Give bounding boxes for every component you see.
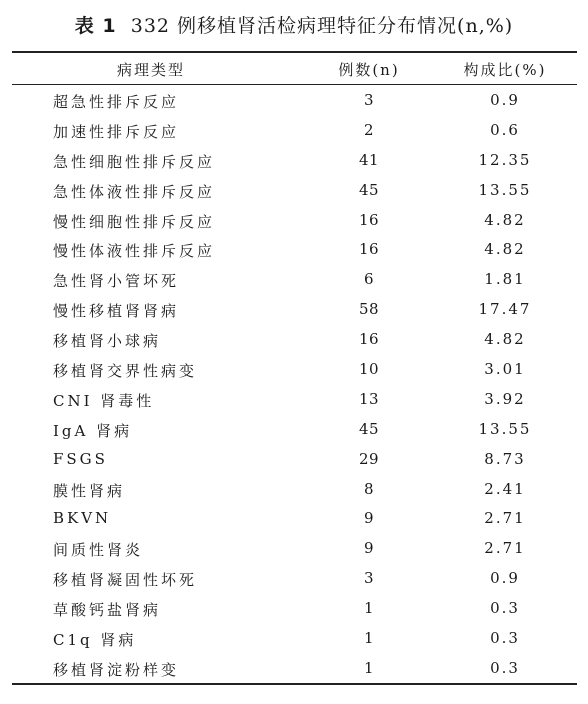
cell-percent: 13.55 xyxy=(478,180,532,199)
cell-pathology-type: BKVN xyxy=(53,509,112,528)
table-row xyxy=(12,445,577,475)
header-rule xyxy=(12,84,577,85)
cell-pathology-type: 移植肾小球病 xyxy=(53,332,162,351)
cell-percent: 13.55 xyxy=(478,419,532,438)
cell-pathology-type: 移植肾淀粉样变 xyxy=(53,660,180,679)
cell-count: 10 xyxy=(358,360,380,379)
cell-percent: 0.6 xyxy=(490,120,520,139)
cell-count: 2 xyxy=(363,120,375,139)
cell-count: 9 xyxy=(363,539,375,558)
cell-percent: 0.9 xyxy=(490,91,520,109)
cell-percent: 4.82 xyxy=(484,330,526,349)
table-row xyxy=(12,504,577,534)
table-number: 表 1 xyxy=(74,15,117,37)
cell-percent: 4.82 xyxy=(484,240,526,259)
cell-pathology-type: 草酸钙盐肾病 xyxy=(53,601,162,620)
cell-count: 9 xyxy=(363,509,375,528)
cell-pathology-type: 急性细胞性排斥反应 xyxy=(53,152,216,171)
cell-pathology-type: 慢性移植肾肾病 xyxy=(53,302,180,321)
table-row xyxy=(12,86,577,116)
cell-count: 13 xyxy=(358,389,380,408)
cell-pathology-type: 移植肾交界性病变 xyxy=(53,362,198,381)
table-row xyxy=(12,355,577,385)
cell-count: 8 xyxy=(363,479,375,498)
cell-percent: 8.73 xyxy=(484,449,526,468)
cell-count: 3 xyxy=(363,91,375,109)
cell-percent: 3.92 xyxy=(484,389,526,408)
table-row xyxy=(12,624,577,654)
table-caption xyxy=(0,11,588,38)
cell-count: 16 xyxy=(358,240,380,259)
cell-pathology-type: 慢性体液性排斥反应 xyxy=(53,242,216,261)
cell-percent: 0.3 xyxy=(490,629,520,648)
cell-percent: 3.01 xyxy=(484,360,526,379)
cell-pathology-type: C1q 肾病 xyxy=(53,631,137,650)
cell-percent: 0.9 xyxy=(490,569,520,588)
cell-pathology-type: 加速性排斥反应 xyxy=(53,122,180,141)
table-row xyxy=(12,475,577,505)
cell-count: 6 xyxy=(363,270,375,289)
cell-pathology-type: IgA 肾病 xyxy=(53,421,133,440)
table-header xyxy=(12,52,577,84)
cell-pathology-type: 慢性细胞性排斥反应 xyxy=(53,212,216,231)
cell-pathology-type: 膜性肾病 xyxy=(53,481,126,500)
cell-percent: 0.3 xyxy=(490,658,520,677)
table-row xyxy=(12,415,577,445)
table-body xyxy=(12,86,577,684)
cell-pathology-type: 移植肾凝固性坏死 xyxy=(53,571,198,590)
cell-pathology-type: 急性体液性排斥反应 xyxy=(53,182,216,201)
table-row xyxy=(12,564,577,594)
cell-percent: 1.81 xyxy=(484,270,526,289)
cell-count: 58 xyxy=(358,300,380,319)
cell-count: 1 xyxy=(363,599,375,618)
cell-percent: 12.35 xyxy=(478,150,532,169)
table-row xyxy=(12,116,577,146)
cell-pathology-type: 间质性肾炎 xyxy=(53,541,144,560)
table-row xyxy=(12,265,577,295)
cell-pathology-type: FSGS xyxy=(53,449,108,468)
cell-percent: 4.82 xyxy=(484,210,526,229)
table-title: 332 例移植肾活检病理特征分布情况(n,%) xyxy=(130,15,514,37)
table-row xyxy=(12,385,577,415)
cell-count: 3 xyxy=(363,569,375,588)
cell-count: 1 xyxy=(363,629,375,648)
table-row xyxy=(12,146,577,176)
table-row xyxy=(12,325,577,355)
table-row xyxy=(12,295,577,325)
table-row xyxy=(12,654,577,684)
table-row xyxy=(12,534,577,564)
cell-count: 45 xyxy=(358,180,380,199)
column-header-percent: 构成比(%) xyxy=(463,61,547,79)
cell-percent: 2.71 xyxy=(484,509,526,528)
cell-count: 41 xyxy=(358,150,380,169)
cell-percent: 17.47 xyxy=(478,300,532,319)
cell-count: 45 xyxy=(358,419,380,438)
cell-count: 29 xyxy=(358,449,380,468)
table-row xyxy=(12,594,577,624)
cell-count: 16 xyxy=(358,210,380,229)
cell-count: 1 xyxy=(363,658,375,677)
cell-percent: 2.41 xyxy=(484,479,526,498)
table-row xyxy=(12,176,577,206)
cell-percent: 2.71 xyxy=(484,539,526,558)
cell-pathology-type: 急性肾小管坏死 xyxy=(53,272,180,291)
cell-pathology-type: CNI 肾毒性 xyxy=(53,391,155,410)
table-row xyxy=(12,206,577,236)
column-header-count: 例数(n) xyxy=(338,61,400,79)
bottom-rule xyxy=(12,683,577,685)
cell-percent: 0.3 xyxy=(490,599,520,618)
cell-pathology-type: 超急性排斥反应 xyxy=(53,93,180,111)
table-row xyxy=(12,235,577,265)
column-header-type: 病理类型 xyxy=(117,61,186,79)
cell-count: 16 xyxy=(358,330,380,349)
